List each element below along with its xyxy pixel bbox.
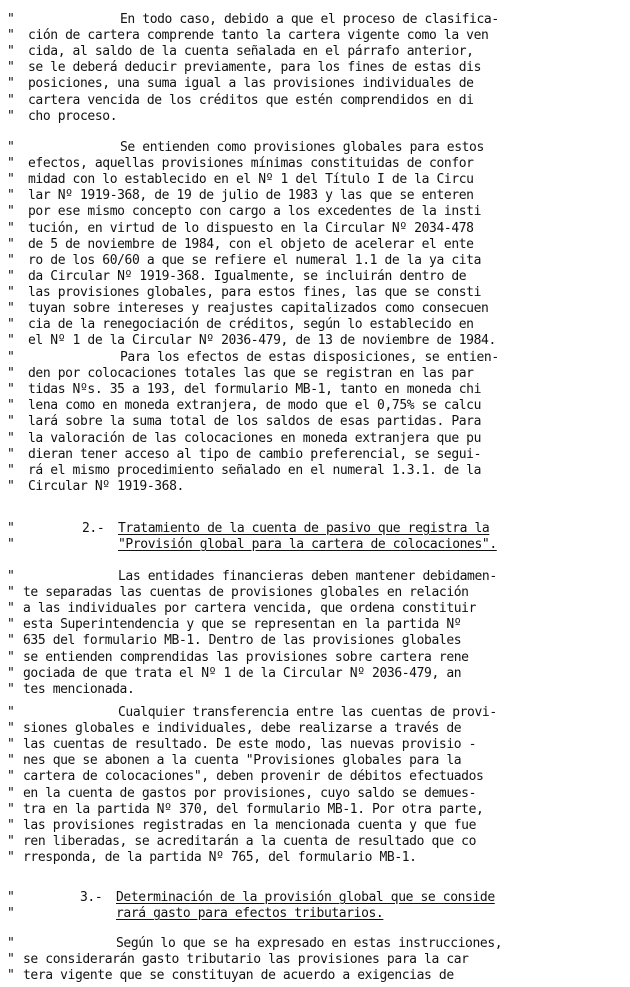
body-line: a las individuales por cartera vencida, que ordena constituir	[23, 601, 477, 617]
text-line	[0, 968, 630, 984]
body-line: lena como en moneda extranjera, de modo que el 0,75% se calcu	[28, 398, 482, 414]
text-line	[0, 633, 630, 649]
margin-mark: "	[7, 601, 15, 617]
margin-mark: "	[7, 785, 15, 801]
margin-mark: "	[7, 936, 15, 951]
text-line	[0, 753, 630, 769]
margin-mark: "	[7, 252, 15, 268]
margin-mark: "	[7, 414, 15, 430]
margin-mark: "	[7, 968, 15, 984]
body-line: las provisiones globales, para estos fines, las que se consti	[28, 284, 482, 300]
margin-mark: "	[7, 220, 15, 236]
body-line: gociada de que trata el Nº 1 de la Circular Nº 2036-479, an	[23, 665, 462, 681]
margin-mark: "	[7, 446, 15, 462]
text-line	[0, 479, 630, 495]
text-line	[0, 156, 630, 172]
margin-mark: "	[7, 12, 15, 27]
margin-mark: "	[7, 366, 15, 382]
body-line: cartera vencida de los créditos que estén comprendidos en di	[28, 92, 474, 108]
margin-mark: "	[7, 569, 15, 584]
margin-mark: "	[7, 849, 15, 865]
margin-mark: "	[7, 737, 15, 753]
text-line	[0, 705, 630, 721]
text-line	[0, 936, 630, 952]
body-line: midad con lo establecido en el Nº 1 del Título I de la Circu	[28, 172, 474, 188]
body-line: la valoración de las colocaciones en moneda extranjera que pu	[28, 430, 482, 446]
margin-mark: "	[7, 333, 15, 349]
text-line	[0, 237, 630, 253]
margin-mark: "	[7, 317, 15, 333]
text-line	[0, 890, 630, 906]
margin-mark: "	[7, 952, 15, 968]
margin-mark: "	[7, 721, 15, 737]
text-line	[0, 301, 630, 317]
body-line: siones globales e individuales, debe realizarse a través de	[23, 721, 462, 737]
text-line	[0, 333, 630, 349]
margin-mark: "	[7, 108, 15, 124]
body-line: en la cuenta de gastos por provisiones, cuyo saldo se demues-	[23, 785, 477, 801]
body-line: ción de cartera comprende tanto la cartera vigente como la ven	[28, 28, 489, 44]
body-line: Cualquier transferencia entre las cuentas de provi-	[118, 705, 497, 720]
margin-mark: "	[7, 398, 15, 414]
body-line: lar Nº 1919-368, de 19 de julio de 1983 y las que se enteren	[28, 188, 474, 204]
body-line: lará sobre la suma total de los saldos de esas partidas. Para	[28, 414, 482, 430]
margin-mark: "	[7, 681, 15, 697]
text-line	[0, 188, 630, 204]
margin-mark: "	[7, 801, 15, 817]
body-line: rresponda, de la partida Nº 765, del formulario MB-1.	[23, 849, 417, 865]
body-line: Las entidades financieras deben mantener debidamen-	[118, 569, 497, 584]
body-line: tera vigente que se constituyan de acuerdo a exigencias de	[23, 968, 454, 984]
margin-mark: "	[7, 382, 15, 398]
text-line	[0, 802, 630, 818]
margin-mark: "	[7, 350, 15, 365]
body-line: tes mencionada.	[23, 681, 135, 697]
body-line: las cuentas de resultado. De este modo, las nuevas provisio -	[23, 737, 477, 753]
margin-mark: "	[7, 28, 15, 44]
text-line	[0, 12, 630, 28]
body-line: En todo caso, debido a que el proceso de clasifica-	[120, 12, 499, 27]
margin-mark: "	[7, 430, 15, 446]
text-line	[0, 521, 630, 537]
text-line	[0, 906, 630, 922]
text-line	[0, 952, 630, 968]
text-line	[0, 850, 630, 866]
margin-mark: "	[7, 633, 15, 649]
body-line: den por colocaciones totales las que se registran en las par	[28, 366, 474, 382]
text-line	[0, 382, 630, 398]
margin-mark: "	[7, 92, 15, 108]
body-line: te separadas las cuentas de provisiones globales en relación	[23, 585, 469, 601]
margin-mark: "	[7, 705, 15, 720]
body-line: posiciones, una suma igual a las provisiones individuales de	[28, 76, 474, 92]
heading-line: "Provisión global para la cartera de colocaciones".	[118, 537, 497, 553]
text-line	[0, 44, 630, 60]
text-line	[0, 737, 630, 753]
body-line: ren liberadas, se acreditarán a la cuenta de resultado que co	[23, 833, 477, 849]
body-line: Según lo que se ha expresado en estas instrucciones,	[116, 936, 503, 951]
text-line	[0, 398, 630, 414]
body-line: Para los efectos de estas disposiciones, se entien-	[120, 350, 499, 365]
margin-mark: "	[7, 585, 15, 601]
margin-mark: "	[7, 462, 15, 478]
body-line: 635 del formulario MB-1. Dentro de las provisiones globales	[23, 633, 462, 649]
text-line	[0, 253, 630, 269]
body-line: por ese mismo concepto con cargo a los excedentes de la insti	[28, 204, 482, 220]
text-line	[0, 601, 630, 617]
text-line	[0, 414, 630, 430]
body-line: cida, al saldo de la cuenta señalada en el párrafo anterior,	[28, 44, 474, 60]
text-line	[0, 28, 630, 44]
text-line	[0, 585, 630, 601]
margin-mark: "	[7, 172, 15, 188]
body-line: se le deberá deducir previamente, para los fines de estas dis	[28, 60, 482, 76]
text-line	[0, 769, 630, 785]
text-line	[0, 682, 630, 698]
margin-mark: "	[7, 60, 15, 76]
text-line	[0, 834, 630, 850]
text-line	[0, 76, 630, 92]
body-line: tra en la partida Nº 370, del formulario MB-1. Por otra parte,	[23, 801, 484, 817]
text-line	[0, 721, 630, 737]
margin-mark: "	[7, 521, 15, 536]
body-line: nes que se abonen a la cuenta "Provisiones globales para la	[23, 753, 462, 769]
text-line	[0, 431, 630, 447]
body-line: Se entienden como provisiones globales para estos	[120, 140, 484, 155]
text-line	[0, 666, 630, 682]
body-line: de 5 de noviembre de 1984, con el objeto de acelerar el ente	[28, 236, 474, 252]
margin-mark: "	[7, 478, 15, 494]
margin-mark: "	[7, 769, 15, 785]
text-line	[0, 221, 630, 237]
margin-mark: "	[7, 188, 15, 204]
margin-mark: "	[7, 833, 15, 849]
text-line	[0, 617, 630, 633]
text-line	[0, 350, 630, 366]
margin-mark: "	[7, 617, 15, 633]
body-line: ro de los 60/60 a que se refiere el numeral 1.1 de la ya cita	[28, 252, 482, 268]
body-line: efectos, aquellas provisiones mínimas constituidas de confor	[28, 156, 474, 172]
section-number: 2.-	[82, 521, 105, 536]
margin-mark: "	[7, 890, 15, 905]
margin-mark: "	[7, 817, 15, 833]
text-line	[0, 140, 630, 156]
margin-mark: "	[7, 906, 15, 922]
body-line: dieran tener acceso al tipo de cambio preferencial, se segui-	[28, 446, 482, 462]
margin-mark: "	[7, 301, 15, 316]
text-line	[0, 269, 630, 285]
margin-mark: "	[7, 140, 15, 155]
text-line	[0, 109, 630, 125]
body-line: Circular Nº 1919-368.	[28, 478, 184, 494]
text-line	[0, 60, 630, 76]
text-line	[0, 366, 630, 382]
body-line: se entienden comprendidas las provisiones sobre cartera rene	[23, 649, 469, 665]
body-line: las provisiones registradas en la mencionada cuenta y que fue	[23, 817, 477, 833]
heading-line: Tratamiento de la cuenta de pasivo que registra la	[118, 521, 490, 536]
section-number: 3.-	[80, 890, 103, 905]
body-line: tidas Nºs. 35 a 193, del formulario MB-1, tanto en moneda chi	[28, 382, 482, 398]
margin-mark: "	[7, 649, 15, 665]
text-line	[0, 172, 630, 188]
text-line	[0, 463, 630, 479]
margin-mark: "	[7, 156, 15, 172]
margin-mark: "	[7, 76, 15, 92]
text-line	[0, 447, 630, 463]
text-line	[0, 285, 630, 301]
margin-mark: "	[7, 204, 15, 220]
body-line: rá el mismo procedimiento señalado en el numeral 1.3.1. de la	[28, 462, 482, 478]
body-line: esta Superintendencia y que se representan en la partida Nº	[23, 617, 462, 633]
body-line: tuyan sobre intereses y reajustes capitalizados como consecuen	[28, 301, 489, 316]
body-line: el Nº 1 de la Circular Nº 2036-479, de 13 de noviembre de 1984.	[28, 333, 496, 349]
margin-mark: "	[7, 284, 15, 300]
margin-mark: "	[7, 537, 15, 553]
margin-mark: "	[7, 44, 15, 60]
text-line	[0, 569, 630, 585]
text-line	[0, 93, 630, 109]
body-line: cartera de colocaciones", deben provenir de débitos efectuados	[23, 769, 484, 785]
margin-mark: "	[7, 753, 15, 769]
text-line	[0, 786, 630, 802]
margin-mark: "	[7, 268, 15, 284]
body-line: tución, en virtud de lo dispuesto en la Circular Nº 2034-478	[28, 220, 474, 236]
heading-line: rará gasto para efectos tributarios.	[116, 906, 384, 922]
text-line	[0, 204, 630, 220]
heading-line: Determinación de la provisión global que se conside	[116, 890, 495, 905]
body-line: se considerarán gasto tributario las provisiones para la car	[23, 952, 469, 968]
body-line: cia de la renegociación de créditos, según lo establecido en	[28, 317, 474, 333]
margin-mark: "	[7, 236, 15, 252]
body-line: cho proceso.	[28, 108, 118, 124]
body-line: da Circular Nº 1919-368. Igualmente, se incluirán dentro de	[28, 268, 467, 284]
text-line	[0, 818, 630, 834]
margin-mark: "	[7, 665, 15, 681]
text-line	[0, 317, 630, 333]
text-line	[0, 537, 630, 553]
text-line	[0, 650, 630, 666]
